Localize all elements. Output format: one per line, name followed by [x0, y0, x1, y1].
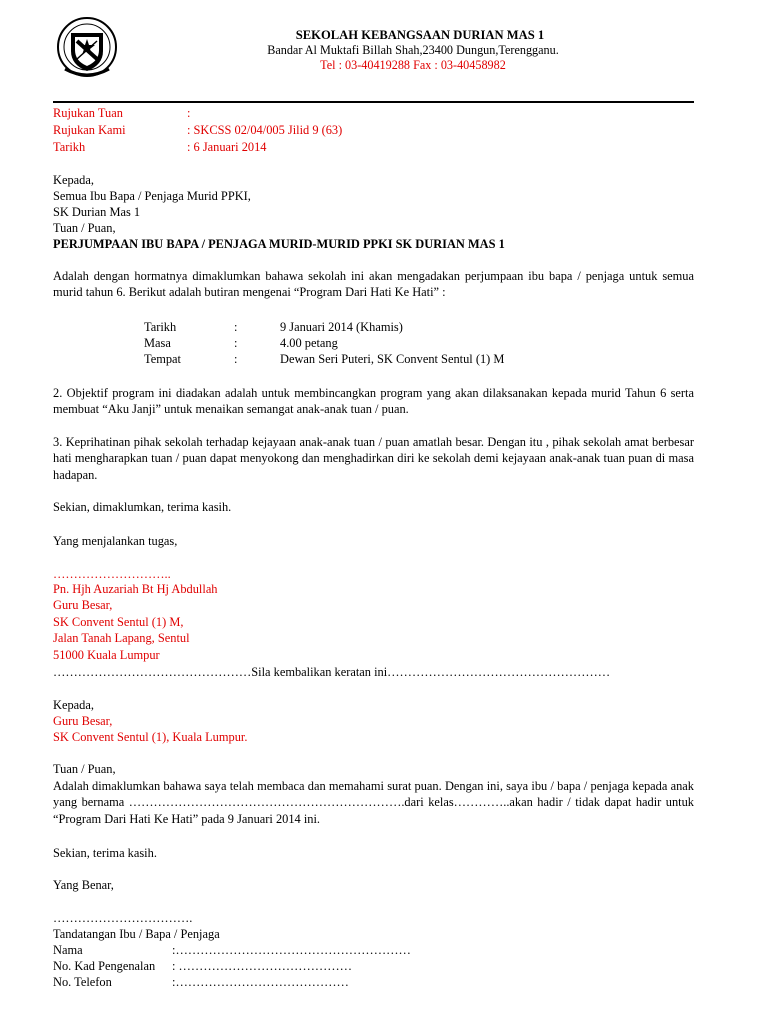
reference-value-rujukan-tuan: : [187, 106, 191, 120]
signatory-name: Pn. Hjh Auzariah Bt Hj Abdullah [53, 582, 218, 596]
reply-to-school: SK Convent Sentul (1), Kuala Lumpur. [53, 730, 248, 744]
duty-line: Yang menjalankan tugas, [53, 534, 178, 548]
reply-sign-off: Yang Benar, [53, 878, 114, 892]
recipient-group: Semua Ibu Bapa / Penjaga Murid PPKI, [53, 189, 251, 203]
event-label-masa: Masa [144, 336, 171, 350]
field-label-nama: Nama [53, 943, 83, 957]
event-value-masa: 4.00 petang [280, 336, 338, 350]
school-contact: Tel : 03-40419288 Fax : 03-40458982 [320, 58, 506, 72]
event-label-tarikh: Tarikh [144, 320, 177, 334]
paragraph-3: 3. Keprihatinan pihak sekolah terhadap kejayaan anak-anak tuan / puan amatlah besar. Dengan itu , pihak sekolah amat berbesar hati mengharapkan tuan / puan dapat menyokong dan menghadirkan diri ke sekolah demi kejayaan anak-anak tuan puan di masa hadapan. [53, 435, 694, 482]
recipient-school: SK Durian Mas 1 [53, 205, 141, 219]
reply-kepada: Kepada, [53, 698, 94, 712]
reference-value-tarikh: : 6 Januari 2014 [187, 140, 267, 154]
header-divider [53, 101, 694, 103]
signatory-school: SK Convent Sentul (1) M, [53, 615, 184, 629]
field-value-nama: :………………………………………………… [172, 943, 411, 957]
event-value-tempat: Dewan Seri Puteri, SK Convent Sentul (1) M [280, 352, 505, 366]
signatory-street: Jalan Tanah Lapang, Sentul [53, 631, 190, 645]
reference-label-rujukan-kami: Rujukan Kami [53, 123, 126, 137]
event-value-tarikh: 9 Januari 2014 (Khamis) [280, 320, 403, 334]
event-sep-tarikh: : [234, 320, 238, 334]
reply-to-title: Guru Besar, [53, 714, 113, 728]
parent-signature-dots: ……………………………. [53, 911, 193, 925]
parent-signature-label: Tandatangan Ibu / Bapa / Penjaga [53, 927, 220, 941]
recipient-kepada: Kepada, [53, 173, 94, 187]
salutation: Tuan / Puan, [53, 221, 116, 235]
signature-dots: ……………………….. [53, 567, 171, 581]
event-sep-tempat: : [234, 352, 238, 366]
intro-paragraph: Adalah dengan hormatnya dimaklumkan bahawa sekolah ini akan mengadakan perjumpaan ibu bapa / penjaga untuk semua murid tahun 6. Berikut adalah butiran mengenai “Program Dari Hati Ke Hati” : [53, 269, 694, 300]
event-label-tempat: Tempat [144, 352, 181, 366]
signatory-title: Guru Besar, [53, 598, 113, 612]
reference-label-tarikh: Tarikh [53, 140, 86, 154]
field-label-ic: No. Kad Pengenalan [53, 959, 156, 973]
field-value-phone: :…………………………………… [172, 975, 349, 989]
reply-body: Adalah dimaklumkan bahawa saya telah membaca dan memahami surat puan. Dengan ini, saya ibu / bapa / penjaga kepada anak yang bernama ………………………………………………………….dari kelas…………..akan hadir / tidak dapat hadir untuk “Program Dari Hati Ke Hati” pada 9 Januari 2014 ini. [53, 779, 694, 826]
reply-salutation: Tuan / Puan, [53, 762, 116, 776]
school-address: Bandar Al Muktafi Billah Shah,23400 Dungun,Terengganu. [267, 43, 559, 57]
reference-value-rujukan-kami: : SKCSS 02/04/005 Jilid 9 (63) [187, 123, 343, 137]
closing: Sekian, dimaklumkan, terima kasih. [53, 500, 232, 514]
reference-label-rujukan-tuan: Rujukan Tuan [53, 106, 123, 120]
tear-off-line: …………………………………………Sila kembalikan keratan ini……………………………………………… [53, 665, 611, 679]
paragraph-2: 2. Objektif program ini diadakan adalah untuk membincangkan program yang akan dilaksanakan kepada murid Tahun 6 serta membuat “Aku Janji” untuk menaikan semangat anak-anak tuan / puan. [53, 386, 694, 417]
field-label-phone: No. Telefon [53, 975, 112, 989]
reply-closing: Sekian, terima kasih. [53, 846, 157, 860]
signatory-city: 51000 Kuala Lumpur [53, 648, 160, 662]
event-sep-masa: : [234, 336, 238, 350]
letter-subject: PERJUMPAAN IBU BAPA / PENJAGA MURID-MURID PPKI SK DURIAN MAS 1 [53, 237, 505, 251]
field-value-ic: : …………………………………… [172, 959, 353, 973]
school-name: SEKOLAH KEBANGSAAN DURIAN MAS 1 [295, 28, 545, 42]
